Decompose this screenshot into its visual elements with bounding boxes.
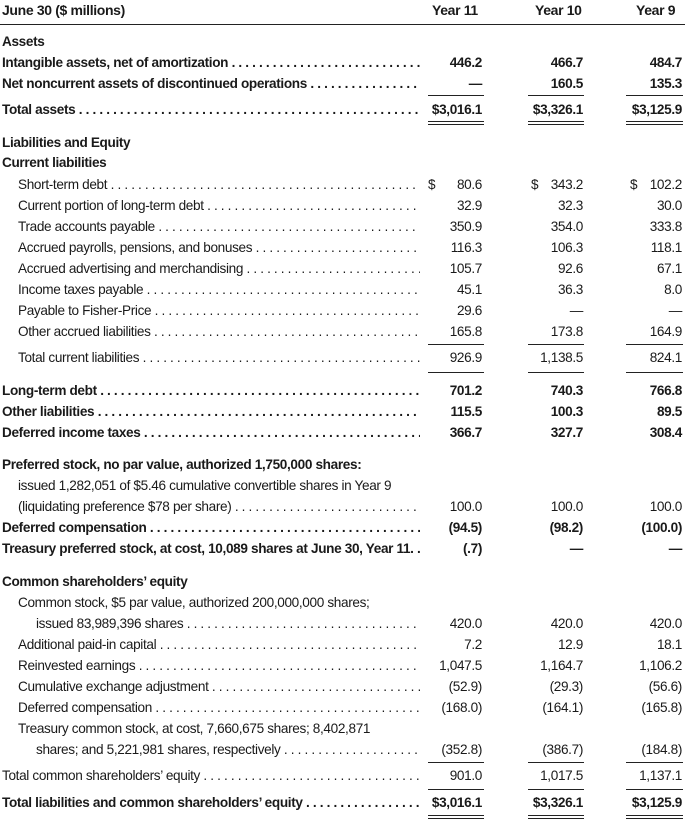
liabilities-heading-row — [0, 132, 685, 153]
current-liabilities-heading-row — [0, 152, 685, 173]
table-row: issued 83,989,396 shares . . . 420.0 420.0 420.0 — [0, 613, 685, 634]
preferred-line2-row: issued 1,282,051 of $5.46 cumulative convertible shares in Year 9 — [18, 478, 392, 493]
common-stock-line1-row: Common stock, $5 par value, authorized 200,000,000 shares; — [18, 595, 370, 610]
header-label: June 30 ($ millions) — [2, 2, 125, 18]
assets-heading-row — [0, 31, 685, 52]
table-row: Accrued payrolls, pensions, and bonuses . . . 116.3 106.3 118.1 — [0, 237, 685, 258]
table-row: Treasury preferred stock, at cost, 10,089 shares at June 30, Year 11. . (.7) — — — [2, 541, 682, 556]
table-row: Short-term debt . . . $ 80.6 $ 343.2 $ 102.2 — [0, 174, 685, 195]
liabilities-heading: Liabilities and Equity — [2, 135, 131, 150]
preferred-stock-line1: Preferred stock, no par value, authorized 1,750,000 shares: — [2, 457, 362, 472]
common-equity-heading: Common shareholders’ equity — [2, 574, 188, 589]
header-year-11: Year 11 — [432, 2, 478, 18]
table-row: Payable to Fisher-Price . . . 29.6 — — — [0, 300, 685, 321]
table-row: Deferred compensation . . . (168.0) (164.1) (165.8) — [0, 697, 685, 718]
table-row: shares; and 5,221,981 shares, respectively . . . (352.8) (386.7) (184.8) — [0, 739, 685, 760]
header-year-10: Year 10 — [535, 2, 582, 18]
table-row: Intangible assets, net of amortization . . . 446.2 466.7 484.7 — [0, 52, 685, 73]
table-row: Deferred income taxes . . . 366.7 327.7 308.4 — [0, 422, 685, 443]
header-year-9: Year 9 — [636, 2, 676, 18]
common-heading-row — [0, 571, 685, 592]
header-rule — [0, 24, 685, 25]
table-row: Other liabilities . . . 115.5 100.3 89.5 — [0, 401, 685, 422]
current-liabilities-heading: Current liabilities — [2, 155, 107, 170]
table-row: Deferred compensation . . . (94.5) (98.2) (100.0) — [0, 517, 685, 538]
table-row: Long-term debt . . . 701.2 740.3 766.8 — [0, 380, 685, 401]
table-row: Trade accounts payable . . . 350.9 354.0 333.8 — [0, 216, 685, 237]
table-row: Additional paid-in capital . . . 7.2 12.9 18.1 — [0, 634, 685, 655]
treasury-common-line1-row: Treasury common stock, at cost, 7,660,675 shares; 8,402,871 — [18, 721, 371, 736]
grand-total-row: Total liabilities and common shareholders’ equity . . . $3,016.1 $3,326.1 $3,125.9 — [0, 792, 685, 813]
table-row: (liquidating preference $78 per share) . . . 100.0 100.0 100.0 — [0, 496, 685, 517]
total-common-equity-row: Total common shareholders’ equity . . . 901.0 1,017.5 1,137.1 — [0, 765, 685, 786]
total-assets-row: Total assets . . . $3,016.1 $3,326.1 $3,125.9 — [0, 99, 685, 120]
table-row: Reinvested earnings . . . 1,047.5 1,164.7 1,106.2 — [0, 655, 685, 676]
header-row — [0, 0, 685, 21]
table-row: Accrued advertising and merchandising . . . 105.7 92.6 67.1 — [0, 258, 685, 279]
table-row: Other accrued liabilities . . . 165.8 173.8 164.9 — [0, 321, 685, 342]
total-current-liabilities-row: Total current liabilities . . . 926.9 1,138.5 824.1 — [0, 347, 685, 368]
table-row: Current portion of long-term debt . . . 32.9 32.3 30.0 — [0, 195, 685, 216]
table-row: Cumulative exchange adjustment . . . (52.9) (29.3) (56.6) — [0, 676, 685, 697]
table-row: Net noncurrent assets of discontinued operations . . . — 160.5 135.3 — [0, 73, 685, 94]
table-row: Income taxes payable . . . 45.1 36.3 8.0 — [0, 279, 685, 300]
assets-heading: Assets — [2, 34, 45, 49]
preferred-heading-row — [0, 454, 685, 475]
